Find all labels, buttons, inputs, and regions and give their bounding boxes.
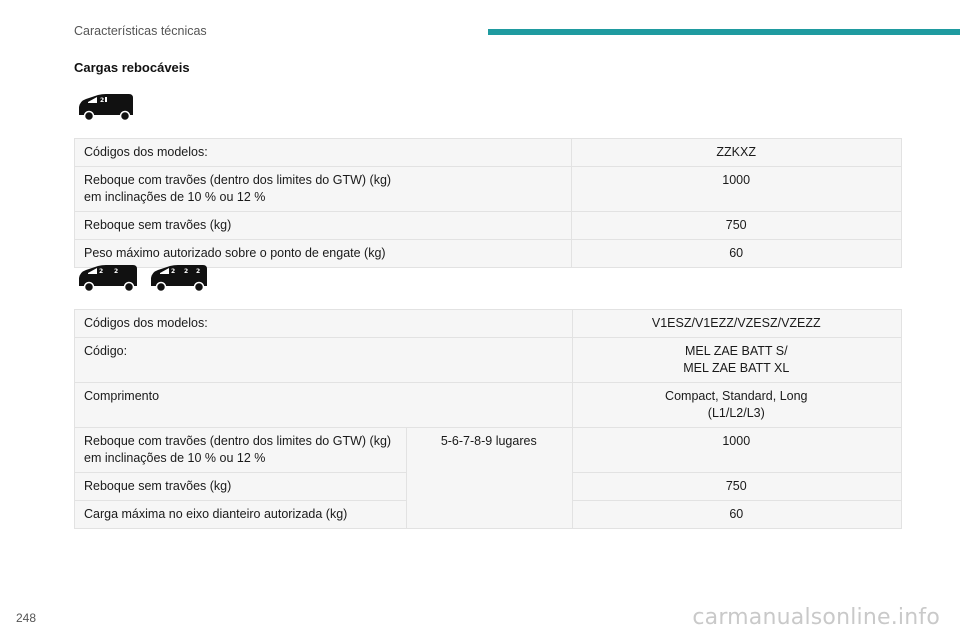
header-title: Características técnicas <box>74 24 207 38</box>
table-cell-label: Comprimento <box>75 383 573 428</box>
table-cell-label <box>75 428 407 473</box>
table-cell-label: Peso máximo autorizado sobre o ponto de engate (kg) <box>75 240 572 268</box>
header-accent-bar <box>488 29 960 35</box>
table-cell-value: V1ESZ/V1EZZ/VZESZ/VZEZZ <box>572 310 901 338</box>
table-cell-value: 60 <box>572 240 902 268</box>
table-cell-label: Carga máxima no eixo dianteiro autorizada (kg) <box>75 501 407 529</box>
value-line: (L1/L2/L3) <box>707 406 765 420</box>
svg-text:2: 2 <box>100 97 105 104</box>
svg-text:2: 2 <box>114 268 119 275</box>
table-cell-label: Reboque sem travões (kg) <box>75 473 407 501</box>
label-line: em inclinações de 10 % ou 12 % <box>84 451 266 465</box>
svg-text:2: 2 <box>196 268 201 275</box>
table-cell-value: 750 <box>572 212 902 240</box>
svg-text:2: 2 <box>99 268 104 275</box>
table-row <box>75 167 902 212</box>
value-line: Compact, Standard, Long <box>665 389 808 403</box>
table-cell-value: 750 <box>572 473 901 501</box>
section-title: Cargas rebocáveis <box>74 60 190 75</box>
table-cell-label <box>75 167 572 212</box>
page-number: 248 <box>16 611 37 625</box>
table-row <box>75 338 902 383</box>
table-cell-label: Códigos dos modelos: <box>75 139 572 167</box>
table-row <box>75 212 902 240</box>
label-line: Reboque com travões (dentro dos limites do GTW) (kg) <box>84 434 392 448</box>
towing-table-2 <box>74 309 902 529</box>
label-line: em inclinações de 10 % ou 12 % <box>84 190 266 204</box>
towing-table-1 <box>74 138 902 268</box>
svg-text:2: 2 <box>184 268 189 275</box>
table-row <box>75 310 902 338</box>
table-cell-value: 1000 <box>572 428 901 473</box>
van-2-2-2-seats-icon <box>148 263 210 293</box>
label-line: Reboque com travões (dentro dos limites do GTW) (kg) <box>84 173 392 187</box>
table-row <box>75 428 902 473</box>
table-cell-value <box>572 338 901 383</box>
table-cell-seats: 5-6-7-8-9 lugares <box>406 428 572 529</box>
van-2-2-seats-icon <box>76 263 140 293</box>
table-row <box>75 139 902 167</box>
value-line: MEL ZAE BATT XL <box>683 361 790 375</box>
watermark: carmanualsonline.info <box>692 605 940 630</box>
table-cell-value: 60 <box>572 501 901 529</box>
table-cell-label: Código: <box>75 338 573 383</box>
table-cell-label: Códigos dos modelos: <box>75 310 573 338</box>
table-cell-value: 1000 <box>572 167 902 212</box>
svg-text:2: 2 <box>171 268 176 275</box>
table-cell-label: Reboque sem travões (kg) <box>75 212 572 240</box>
table-cell-value: ZZKXZ <box>572 139 902 167</box>
van-2-seats-icon <box>76 92 136 122</box>
table-row <box>75 383 902 428</box>
value-line: MEL ZAE BATT S/ <box>684 344 788 358</box>
table-cell-value <box>572 383 901 428</box>
